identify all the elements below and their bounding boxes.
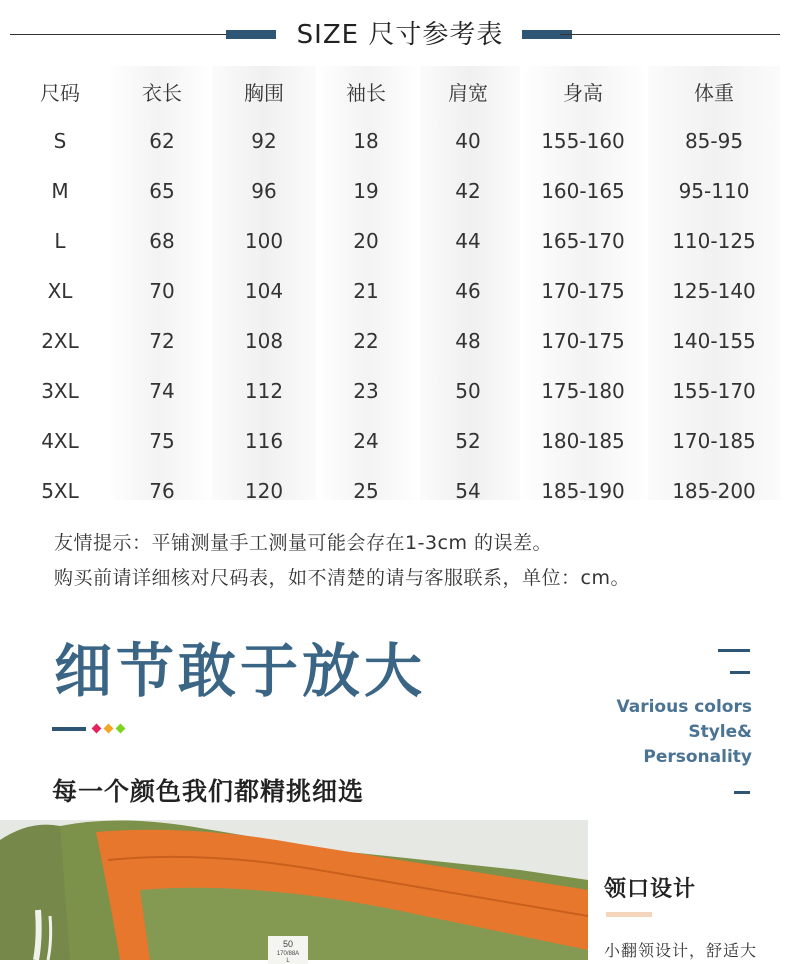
table-cell: 72: [149, 329, 175, 353]
orange-diamond-icon: [104, 724, 114, 734]
table-cell: 170-175: [541, 279, 625, 303]
table-header-cell: 袖长: [346, 80, 386, 105]
table-header-cell: 胸围: [244, 80, 284, 105]
table-cell: 19: [353, 179, 379, 203]
header-accent-left: [226, 30, 276, 39]
tagline-line: Personality: [643, 747, 752, 767]
table-cell: 46: [455, 279, 481, 303]
table-cell: S: [53, 129, 67, 153]
table-cell: 92: [251, 129, 277, 153]
table-cell: 24: [353, 429, 379, 453]
table-header-cell: 肩宽: [448, 80, 488, 105]
size-label-text: 50: [282, 939, 294, 949]
table-cell: 70: [149, 279, 175, 303]
table-cell: 175-180: [541, 379, 625, 403]
size-label-text: L: [286, 958, 290, 964]
table-row: [10, 366, 780, 416]
table-cell: XL: [47, 279, 73, 303]
collar-design-description: 小翻领设计，舒适大: [604, 941, 758, 960]
color-selection-subheading: 每一个颜色我们都精挑细选: [52, 777, 365, 806]
table-cell: 140-155: [672, 329, 756, 353]
table-cell: 21: [353, 279, 379, 303]
table-cell: 185-200: [672, 479, 756, 503]
table-cell: 2XL: [41, 329, 79, 353]
table-header-cell: 身高: [563, 80, 603, 105]
table-row: [10, 116, 780, 166]
table-cell: 23: [353, 379, 379, 403]
header-rule-left: [10, 34, 230, 35]
green-diamond-icon: [116, 724, 126, 734]
table-cell: 100: [244, 229, 284, 253]
table-cell: 54: [455, 479, 481, 503]
table-cell: 104: [244, 279, 284, 303]
measurement-tip: 友情提示：平铺测量手工测量可能会存在1-3cm 的误差。: [54, 532, 553, 554]
table-cell: 3XL: [41, 379, 79, 403]
table-cell: 18: [353, 129, 379, 153]
table-cell: 68: [149, 229, 175, 253]
table-cell: 85-95: [684, 129, 744, 153]
table-cell: 20: [353, 229, 379, 253]
table-cell: 125-140: [672, 279, 756, 303]
table-header-cell: 尺码: [40, 80, 80, 105]
tagline-line: Style&: [688, 722, 752, 742]
size-chart-header: [0, 0, 790, 70]
table-cell: 4XL: [41, 429, 79, 453]
table-cell: 42: [455, 179, 481, 203]
table-cell: 65: [149, 179, 175, 203]
table-cell: 40: [455, 129, 481, 153]
table-cell: 52: [455, 429, 481, 453]
table-cell: 96: [251, 179, 277, 203]
table-cell: 75: [149, 429, 175, 453]
table-cell: 95-110: [678, 179, 750, 203]
table-cell: 165-170: [541, 229, 625, 253]
table-cell: 50: [455, 379, 481, 403]
table-row: [10, 316, 780, 366]
table-cell: L: [54, 229, 66, 253]
table-cell: 185-190: [541, 479, 625, 503]
table-cell: 170-185: [672, 429, 756, 453]
size-chart-title: SIZE 尺寸参考表: [296, 20, 504, 50]
table-cell: 155-170: [672, 379, 756, 403]
table-cell: 120: [244, 479, 284, 503]
table-row: [10, 266, 780, 316]
collar-product-photo: [0, 820, 588, 964]
table-cell: 155-160: [541, 129, 625, 153]
tagline-dash-top: [718, 649, 750, 652]
purchase-tip: 购买前请详细核对尺码表，如不清楚的请与客服联系，单位：cm。: [54, 567, 630, 589]
collar-design-title: 领口设计: [604, 877, 697, 902]
table-cell: 170-175: [541, 329, 625, 353]
table-cell: 48: [455, 329, 481, 353]
table-row: [10, 216, 780, 266]
table-header-row: [10, 66, 780, 116]
table-cell: M: [51, 179, 69, 203]
size-label-text: 170/88A: [276, 951, 300, 957]
tagline-dash-bottom: [734, 791, 750, 794]
table-cell: 22: [353, 329, 379, 353]
table-cell: 160-165: [541, 179, 625, 203]
tagline-dash-short: [730, 671, 750, 674]
header-rule-right: [560, 34, 780, 35]
table-row: [10, 166, 780, 216]
detail-heading: 细节敢于放大: [54, 637, 427, 705]
table-cell: 112: [244, 379, 284, 403]
heading-accent-bar: [52, 727, 86, 731]
table-header-cell: 体重: [694, 80, 734, 105]
table-cell: 108: [244, 329, 284, 353]
collar-accent-bar: [606, 912, 652, 917]
table-cell: 180-185: [541, 429, 625, 453]
table-row: [10, 416, 780, 466]
table-row: [10, 466, 780, 516]
table-cell: 76: [149, 479, 175, 503]
tagline-line: Various colors: [616, 697, 752, 717]
table-header-cell: 衣长: [142, 80, 182, 105]
table-cell: 74: [149, 379, 175, 403]
table-cell: 5XL: [41, 479, 79, 503]
table-cell: 44: [455, 229, 481, 253]
table-cell: 25: [353, 479, 379, 503]
pink-diamond-icon: [92, 724, 102, 734]
table-cell: 62: [149, 129, 175, 153]
table-cell: 116: [244, 429, 284, 453]
table-cell: 110-125: [672, 229, 756, 253]
